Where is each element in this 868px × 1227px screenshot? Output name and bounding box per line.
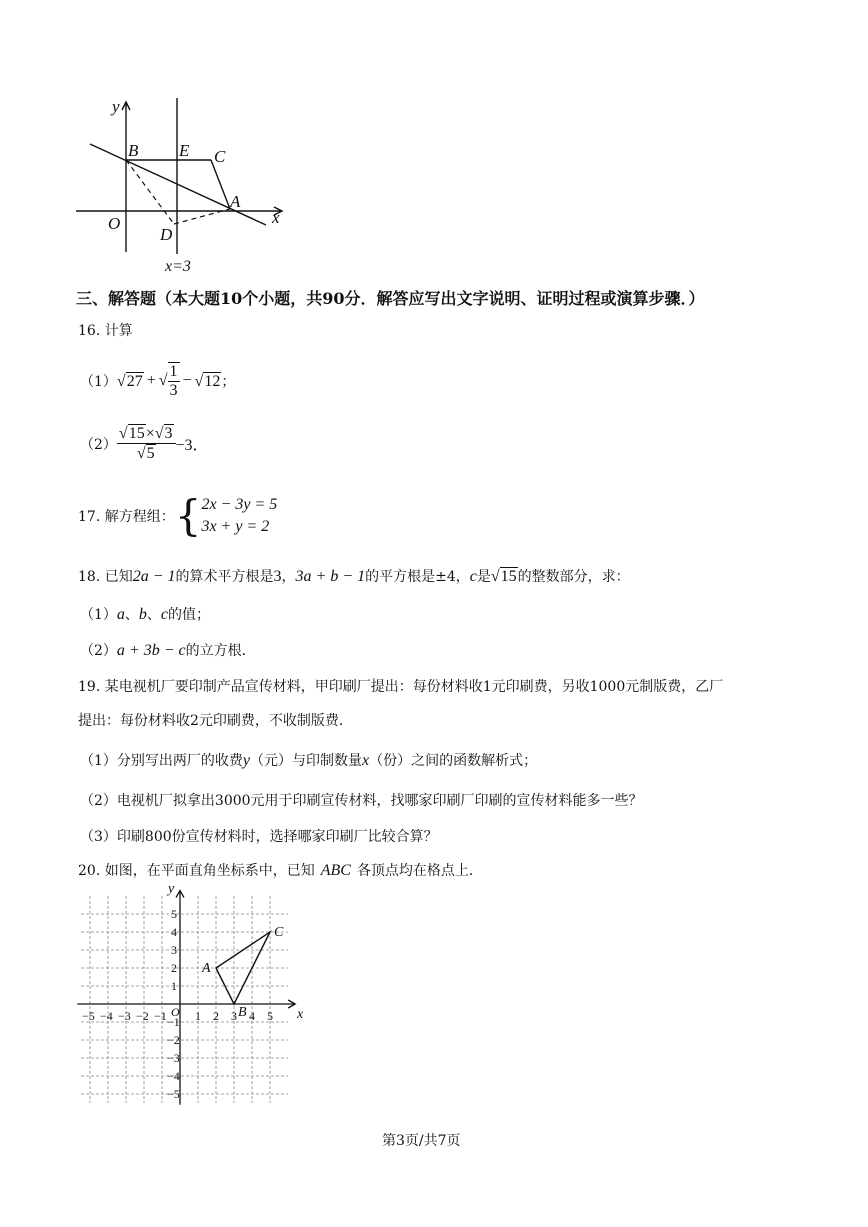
origin-label: O xyxy=(171,1005,180,1019)
x-tick-label: −3 xyxy=(118,1009,131,1023)
caption-x-equals-3: x=3 xyxy=(165,258,191,275)
page-footer: 第3页/共7页 xyxy=(382,1133,461,1149)
x-tick-label: −1 xyxy=(154,1009,167,1023)
y-tick-label: −4 xyxy=(167,1069,180,1083)
label-O: O xyxy=(108,214,121,233)
point-label-C: C xyxy=(274,925,284,940)
q16-title: 16. 计算 xyxy=(78,323,133,339)
geometry-figure xyxy=(70,92,300,277)
q19-part2: （2）电视机厂拟拿出3000元用于印刷宣传材料，找哪家印刷厂印刷的宣传材料能多一些？ xyxy=(80,793,643,809)
y-tick-label: −3 xyxy=(167,1051,180,1065)
x-tick-label: −4 xyxy=(100,1009,113,1023)
q19-part1: （1）分别写出两厂的收费y（元）与印制数量x（份）之间的函数解析式； xyxy=(80,752,538,769)
segment-BD xyxy=(126,160,174,224)
y-tick-label: −1 xyxy=(167,1015,180,1029)
y-tick-label: 3 xyxy=(171,943,177,957)
section-heading: 三、解答题（本大题10个小题，共90分．解答应写出文字说明、证明过程或演算步骤．） xyxy=(76,289,705,308)
q20-line1: 20. 如图，在平面直角坐标系中，已知 ABC 各顶点均在格点上． xyxy=(78,862,483,879)
point-label-B: B xyxy=(238,1005,247,1020)
q19-part3: （3）印刷800份宣传材料时，选择哪家印刷厂比较合算？ xyxy=(80,829,438,845)
x-tick-label: 3 xyxy=(231,1009,237,1023)
label-B: B xyxy=(128,141,139,160)
x-tick-label: 1 xyxy=(195,1009,201,1023)
line-through-B-A xyxy=(90,144,266,225)
x-axis-label: x xyxy=(297,1007,304,1022)
point-label-A: A xyxy=(202,961,211,976)
x-tick-label: 5 xyxy=(267,1009,273,1023)
y-tick-label: −2 xyxy=(167,1033,180,1047)
y-tick-label: 5 xyxy=(171,907,177,921)
x-tick-label: −2 xyxy=(136,1009,149,1023)
q18-part1: （1）a、b、c的值； xyxy=(80,606,211,623)
q19-line1: 19. 某电视机厂要印制产品宣传材料，甲印刷厂提出：每份材料收1元印刷费，另收1000元制版费，乙厂 xyxy=(78,679,724,695)
y-tick-label: −5 xyxy=(167,1087,180,1101)
y-axis-label: y xyxy=(168,885,175,897)
brace-icon: { xyxy=(174,491,202,540)
label-x: x xyxy=(272,208,280,227)
q16-part2: （2） $\frac{√15\times√3}{√5}$ −3． xyxy=(80,425,209,462)
q17: 17. 解方程组： { 2x − 3y = 5 3x + y = 2 xyxy=(78,491,278,540)
q18-line1: 18. 已知2a − 1的算术平方根是3，3a + b − 1的平方根是±4，c是√15的整数部分，求： xyxy=(78,568,630,585)
label-D: D xyxy=(160,225,173,244)
label-A: A xyxy=(230,192,241,211)
coordinate-grid-figure xyxy=(70,885,310,1115)
y-tick-label: 2 xyxy=(171,961,177,975)
x-tick-label: −5 xyxy=(82,1009,95,1023)
y-tick-label: 4 xyxy=(171,925,177,939)
label-C: C xyxy=(214,147,226,166)
q19-line2: 提出：每份材料收2元印刷费，不收制版费． xyxy=(78,713,353,729)
label-E: E xyxy=(179,141,190,160)
q18-part2: （2）a + 3b − c的立方根． xyxy=(80,642,256,659)
x-tick-label: 4 xyxy=(249,1009,255,1023)
x-tick-label: 2 xyxy=(213,1009,219,1023)
y-tick-label: 1 xyxy=(171,979,177,993)
label-y: y xyxy=(112,97,120,116)
q16-part1: （1） √27 + √ $\frac{1}{3}$ − √12 ； xyxy=(80,363,236,399)
